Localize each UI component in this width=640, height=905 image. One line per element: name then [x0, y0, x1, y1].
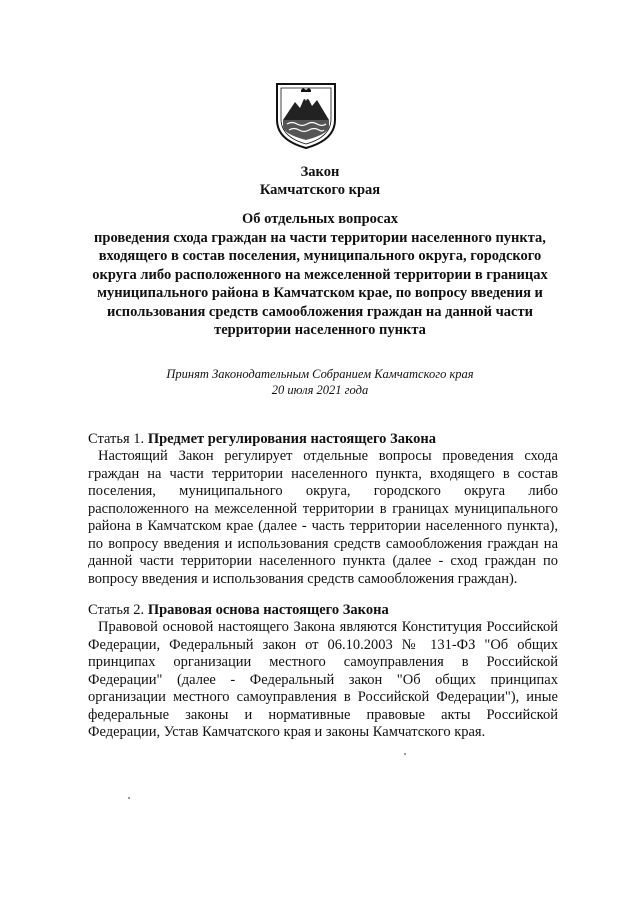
article-1-number: Статья 1.	[88, 431, 148, 447]
law-subject-line-3: входящего в состав поселения, муниципального округа, городского	[98, 248, 542, 264]
scan-speck	[128, 797, 130, 799]
article-1-heading	[88, 431, 558, 449]
article-1-text: Настоящий Закон регулирует отдельные вопросы проведения схода граждан на части территории населенного пункта, входящего в состав поселения, муниципального округа, городского округа либо расположенного на межселенной территории в границах муниципального района в Камчатском крае (далее - часть территории населенного пункта), по вопросу введения и использования средств самообложения граждан на данной части территории населенного пункта (далее - сход граждан по вопросу введения и использования средств самообложения граждан).	[88, 448, 558, 587]
law-subject-line-6: использования средств самообложения граждан на данной части	[107, 303, 533, 320]
law-title	[60, 163, 580, 199]
article-2-number: Статья 2.	[88, 602, 148, 618]
law-subject-line-1: Об отдельных вопросах	[241, 211, 399, 227]
adoption-note	[60, 366, 580, 398]
article-1-title: Предмет регулирования настоящего Закона	[147, 431, 436, 447]
law-title-line-2: Камчатского края	[259, 182, 381, 198]
article-2-title: Правовая основа настоящего Закона	[147, 602, 389, 618]
adoption-note-line-1: Принят Законодательным Собранием Камчатского края	[166, 367, 474, 381]
adoption-date: 20 июля 2021 года	[271, 383, 369, 397]
law-subject-line-2: проведения схода граждан на части территории населенного пункта,	[94, 229, 546, 246]
law-title-line-1: Закон	[300, 164, 340, 180]
scan-speck	[404, 753, 406, 755]
law-subject-line-4: округа либо расположенного на межселенной территории в границах	[92, 266, 548, 283]
coat-of-arms-icon	[271, 82, 341, 150]
law-subject-line-7: территории населенного пункта	[214, 322, 426, 338]
law-subject	[60, 210, 580, 340]
law-subject-line-5: муниципального района в Камчатском крае, по вопросу введения и	[97, 285, 543, 301]
article-2-heading	[88, 602, 558, 620]
article-2-text: Правовой основой настоящего Закона являются Конституция Российской Федерации, Федеральный закон от 06.10.2003 № 131-ФЗ "Об общих принципах организации местного самоуправления в Российской Федерации" (далее - Федеральный закон "Об общих принципах организации местного самоуправления в Российской Федерации"), иные федеральные законы и нормативные правовые акты Российской Федерации, Устав Камчатского края и законы Камчатского края.	[88, 619, 558, 740]
